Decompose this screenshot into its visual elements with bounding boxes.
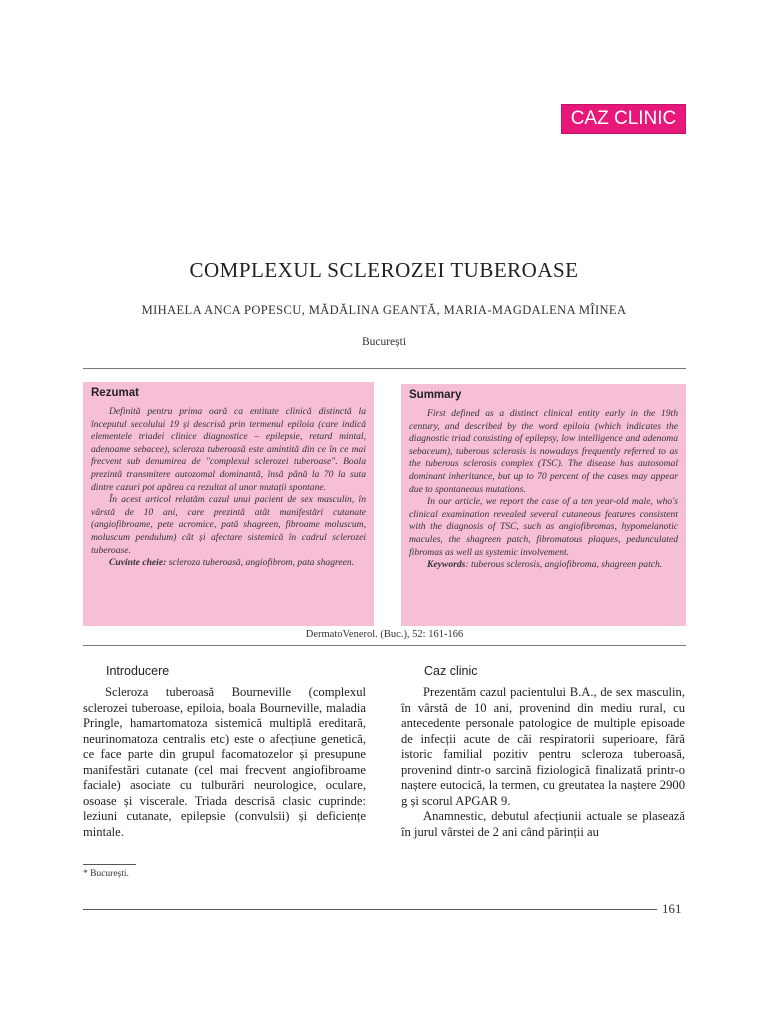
abstract-en-heading: Summary [409, 389, 462, 401]
article-authors: MIHAELA ANCA POPESCU, MĂDĂLINA GEANTĂ, MARIA-MAGDALENA MÎINEA [141, 303, 627, 317]
article-affiliation: București [361, 336, 407, 348]
mid-divider [83, 645, 686, 646]
article-title: COMPLEXUL SCLEROZEI TUBEROASE [189, 258, 579, 282]
bottom-divider [83, 909, 657, 910]
abstract-ro-paragraph-2: În acest articol relatăm cazul unui pacient de sex masculin, în vârstă de 10 ani, care prezintă atât manifestări cutanate (angiofibroame, pete acromice, pată shagreen, fibroame moluscum, moluscum pendulum) cât și afectare sistemică în cadrul sclerozei tuberoase. [91, 494, 366, 556]
page-number: 161 [662, 901, 682, 916]
intro-heading: Introducere [106, 664, 170, 678]
intro-column [83, 685, 366, 840]
abstract-english [401, 384, 686, 626]
section-badge: CAZ CLINIC [561, 104, 686, 134]
case-heading: Caz clinic [424, 664, 478, 678]
abstract-en-keywords [409, 559, 678, 572]
case-paragraph-2: Anamnestic, debutul afecțiunii actuale se plasează în jurul vârstei de 2 ani când părinții au [401, 809, 685, 839]
abstract-ro-paragraph-1: Definită pentru prima oară ca entitate clinică distinctă la începutul secolului 19 și descrisă prin termenul epiloia (care indică elementele triadei clinice diagnostice – epilepsie, retard mintal, adenoame sebacee), scleroza tuberoasă este amintită din ce în ce mai frecvent sub denumirea de "complexul sclerozei tuberoase". Boala prezintă transmitere autozomal dominantă, însă până la 70 la suta dintre cazuri pot apărea ca rezultat al unor mutații spontane. [91, 406, 366, 493]
case-paragraph-1: Prezentăm cazul pacientului B.A., de sex masculin, în vârstă de 10 ani, provenind din mediu rural, cu antecedente personale patologice de multiple episoade de infecții acute de căi respiratorii superioare, fără istoric familial pozitiv pentru scleroza tuberoasă, provenind dintr-o sarcină fiziologică finalizată printr-o naștere eutocică, la termen, cu greutatea la naștere 2900 g și scorul APGAR 9. [401, 685, 685, 808]
abstract-en-paragraph-1: First defined as a distinct clinical entity early in the 19th century, and described by the word epiloia (which indicates the diagnostic triad consisting of epilepsy, low intelligence and adenoma sebaceum), tuberous sclerosis is nowadays frequently referred to as the tuberous sclerosis complex (TSC). The disease has autosomal dominant inheritance, but up to 70 percent of the cases may appear due to spontaneous mutations. [409, 408, 678, 495]
abstract-ro-heading: Rezumat [91, 387, 139, 399]
abstract-en-paragraph-2: In our article, we report the case of a ten year-old male, who's clinical examination revealed several cutaneous features consistent with the diagnosis of TSC, such as angiofibromas, hypomelanotic macules, the shagreen patch, fibromatous plaques, pedunculated fibromas as well as systemic involvement. [409, 496, 678, 558]
intro-paragraph-1: Scleroza tuberoasă Bourneville (complexul sclerozei tuberoase, epiloia, boala Bourneville, maladia Pringle, hamartomatoza sistemică multiplă ereditară, neurinomatoza centralis etc) este o afecțiune genetică, ce face parte din grupul facomatozelor și presupune manifestări cutanate (cel mai frecvent angiofibroame faciale) asociate cu tulburări neurologice, oculare, osoase și viscerale. Triada descrisă clasic cuprinde: leziuni cutanate, epilepsie (convulsii) și deficiențe mintale. [83, 685, 366, 839]
top-divider [83, 368, 686, 369]
journal-citation: DermatoVenerol. (Buc.), 52: 161-166 [305, 629, 464, 640]
abstract-ro-keywords-text: scleroza tuberoasă, angiofibrom, pata shagreen. [166, 557, 355, 569]
abstract-en-keywords-text: : tuberous sclerosis, angiofibroma, shagreen patch. [465, 559, 663, 571]
case-column [401, 685, 685, 840]
abstract-ro-keywords-label: Cuvinte cheie: [109, 557, 167, 569]
abstract-en-keywords-label: Keywords [427, 559, 466, 571]
footnote: * București. [83, 869, 129, 879]
footnote-divider [83, 864, 136, 865]
abstract-romanian [83, 382, 374, 626]
abstract-ro-keywords [91, 557, 366, 570]
